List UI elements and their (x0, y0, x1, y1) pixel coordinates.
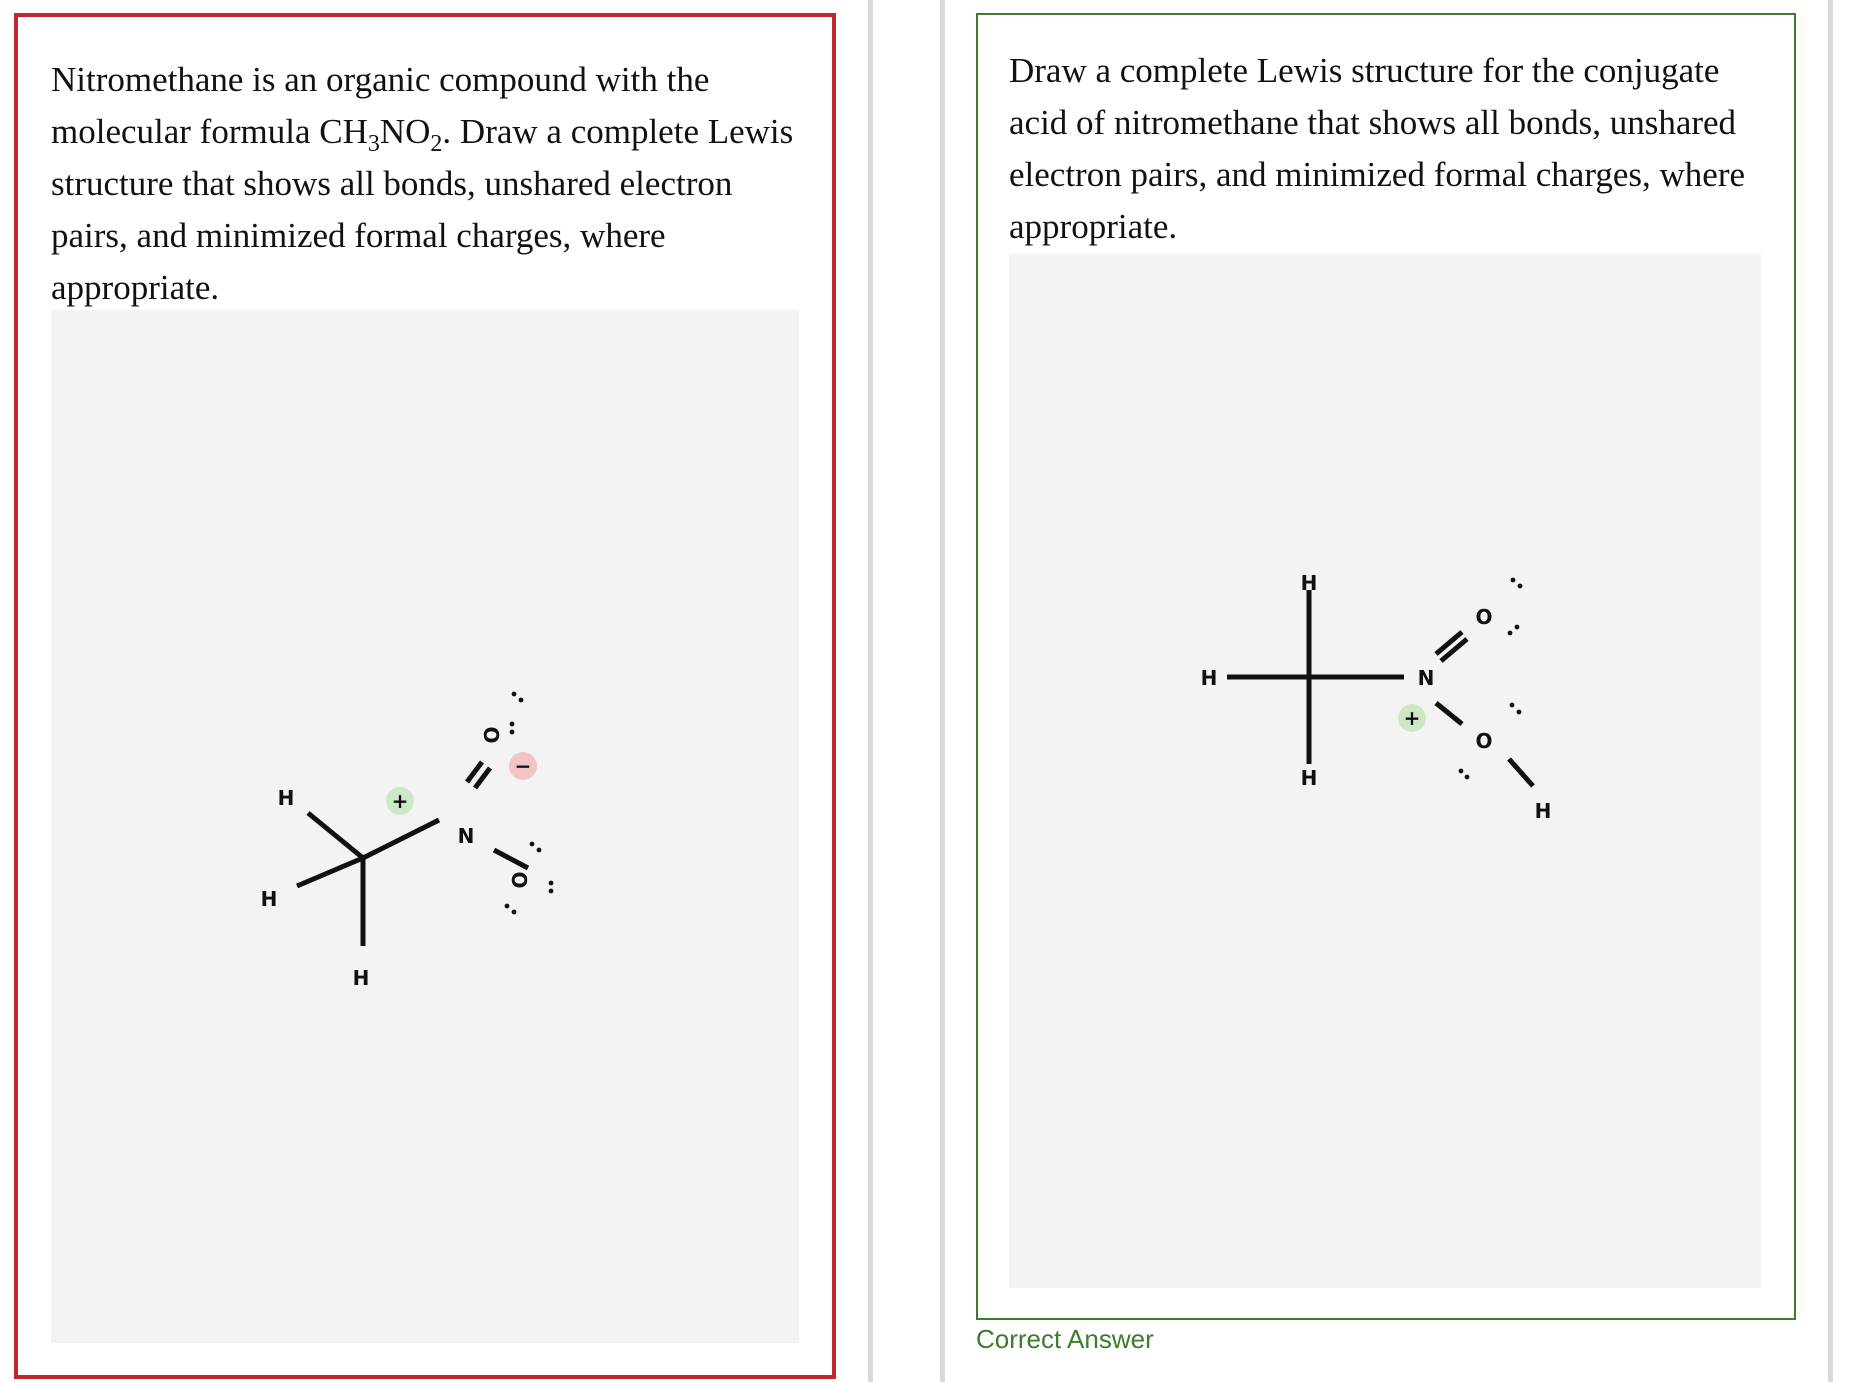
bond-c-h-left (297, 858, 363, 886)
drawing-canvas[interactable] (51, 310, 799, 1343)
formal-charge-plus-sign: + (391, 789, 409, 813)
formula-part: CH (319, 112, 368, 151)
atom-o-bottom: O (508, 871, 532, 889)
correct-answer-label: Correct Answer (976, 1324, 1154, 1354)
atom-o-bottom: O (1475, 729, 1493, 753)
bond-c-h-top (308, 813, 363, 858)
question-intro: Nitromethane is an organic compound with the molecular formula (51, 60, 710, 151)
question-text: Draw a complete Lewis structure for the conjugate acid of nitromethane that shows all bonds, unshared electron pairs, and minimized formal charges, where appropriate. (1009, 51, 1746, 246)
formal-charge-minus-sign: − (514, 754, 532, 778)
atom-n: N (1417, 666, 1435, 690)
bond-n-o-single (1436, 703, 1462, 724)
lone-pairs-o-top (510, 692, 524, 735)
formal-charge-plus-sign: + (1403, 706, 1421, 730)
molecule-drawing (1009, 254, 1761, 1288)
atom-h-left: H (260, 887, 278, 911)
question-rest: . Draw a complete Lewis structure that shows all bonds, unshared electron pairs, and minimized formal charges, where appropriate. (51, 112, 794, 307)
column-divider-edge (1828, 0, 1833, 1382)
molecule-drawing (51, 310, 799, 1343)
question-text (51, 54, 811, 314)
formula-part: NO (379, 112, 431, 151)
atom-n: N (457, 824, 475, 848)
bond-n-o-double-2 (1441, 639, 1467, 661)
formula-subscript: 3 (367, 131, 380, 157)
column-divider-left (868, 0, 873, 1382)
bond-c-n (363, 820, 439, 858)
atom-h-bottom: H (352, 966, 370, 990)
atom-h-bottom: H (1300, 766, 1318, 790)
atom-h-top: H (277, 786, 295, 810)
question-panel-correct (976, 13, 1796, 1320)
bond-o-h (1509, 759, 1533, 786)
formula-subscript: 2 (430, 131, 443, 157)
atom-h-top: H (1300, 571, 1318, 595)
question-panel-incorrect (14, 13, 836, 1379)
atom-h-left: H (1200, 666, 1218, 690)
atom-h-hydroxyl: H (1534, 799, 1552, 823)
atom-o-top: O (480, 726, 504, 744)
column-divider-right (940, 0, 945, 1382)
bond-n-o-single (494, 850, 528, 868)
drawing-canvas[interactable] (1009, 254, 1761, 1288)
molecular-formula (319, 112, 443, 157)
atom-o-top: O (1475, 605, 1493, 629)
lone-pairs-o-top (1508, 578, 1523, 636)
bond-n-o-double-1 (1436, 632, 1462, 654)
